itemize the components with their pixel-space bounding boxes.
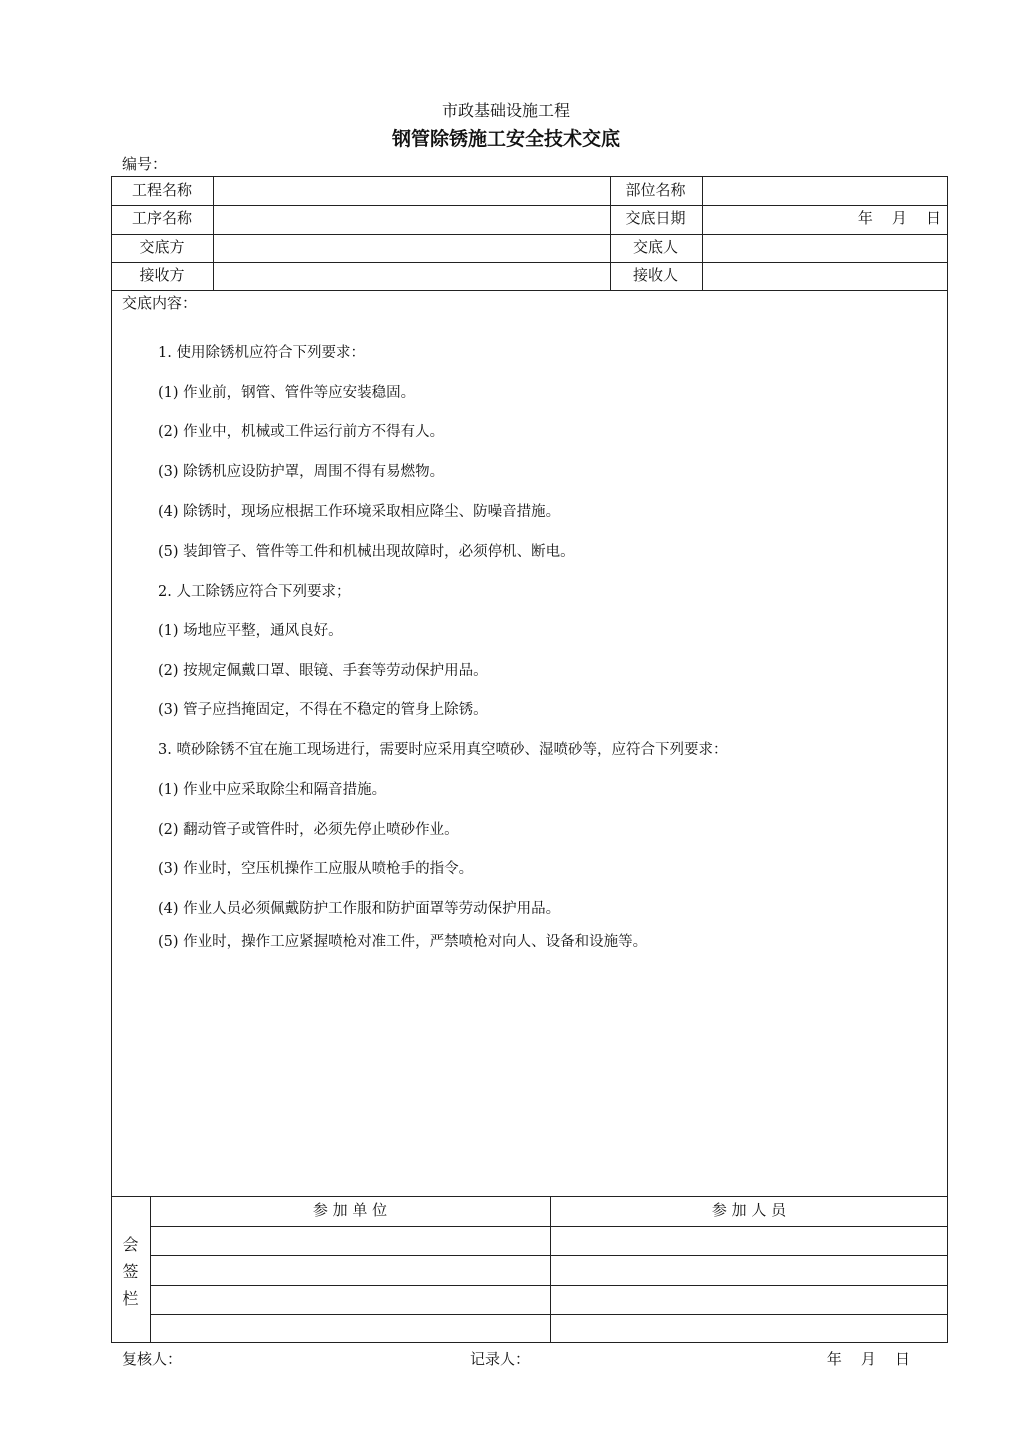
process-name-label: 工序名称	[131, 209, 192, 227]
content-item: (1) 场地应平整，通风良好。	[158, 623, 343, 639]
document-title: 钢管除锈施工安全技术交底	[391, 128, 620, 150]
content-item: 2. 人工除锈应符合下列要求；	[158, 584, 351, 600]
content-label: 交底内容：	[122, 294, 198, 312]
handover-person-field[interactable]	[703, 233, 943, 261]
recorder-label: 记录人：	[470, 1350, 531, 1368]
project-name-field[interactable]	[214, 176, 608, 204]
handover-person-label: 交底人	[632, 238, 678, 256]
section-name-field[interactable]	[703, 176, 943, 204]
receiving-party-label: 接收方	[139, 266, 185, 284]
code-label: 编号：	[122, 155, 168, 173]
handover-date-label: 交底日期	[625, 209, 686, 227]
process-name-field[interactable]	[214, 204, 608, 232]
reviewer-label: 复核人：	[122, 1350, 183, 1368]
content-item: (3) 作业时，空压机操作工应服从喷枪手的指令。	[158, 861, 474, 877]
content-item: (5) 作业时，操作工应紧握喷枪对准工件，严禁喷枪对向人、设备和设施等。	[158, 934, 648, 950]
content-item: (3) 除锈机应设防护罩，周围不得有易燃物。	[158, 464, 445, 480]
content-item: (1) 作业前，钢管、管件等应安装稳固。	[158, 385, 416, 401]
content-item: (4) 除锈时，现场应根据工作环境采取相应降尘、防噪音措施。	[158, 504, 561, 520]
signoff-char: 会	[122, 1235, 139, 1254]
content-item: 3. 喷砂除锈不宜在施工现场进行，需要时应采用真空喷砂、湿喷砂等，应符合下列要求：	[158, 742, 728, 758]
signoff-char: 栏	[122, 1289, 139, 1308]
signoff-side-label	[111, 1231, 150, 1312]
content-item: (1) 作业中应采取除尘和隔音措施。	[158, 782, 387, 798]
receiving-party-field[interactable]	[214, 261, 608, 289]
content-item: (4) 作业人员必须佩戴防护工作服和防护面罩等劳动保护用品。	[158, 901, 561, 917]
handover-party-label: 交底方	[139, 238, 185, 256]
content-item: (2) 按规定佩戴口罩、眼镜、手套等劳动保护用品。	[158, 663, 488, 679]
participating-person-header: 参 加 人 员	[711, 1201, 787, 1219]
footer-date: 年 月 日	[826, 1350, 910, 1368]
handover-party-field[interactable]	[214, 233, 608, 261]
receiver-field[interactable]	[703, 261, 943, 289]
project-name-label: 工程名称	[131, 181, 192, 199]
content-item: 1. 使用除锈机应符合下列要求：	[158, 345, 365, 361]
content-item: (3) 管子应挡掩固定，不得在不稳定的管身上除锈。	[158, 702, 488, 718]
content-item: (5) 装卸管子、管件等工件和机械出现故障时，必须停机、断电。	[158, 544, 575, 560]
handover-date-field[interactable]: 年 月 日	[857, 209, 941, 227]
participating-unit-header: 参 加 单 位	[312, 1201, 388, 1219]
content-item: (2) 翻动管子或管件时，必须先停止喷砂作业。	[158, 822, 459, 838]
receiver-label: 接收人	[632, 266, 678, 284]
content-item: (2) 作业中，机械或工件运行前方不得有人。	[158, 424, 445, 440]
section-name-label: 部位名称	[625, 181, 686, 199]
document-subtitle: 市政基础设施工程	[441, 101, 570, 120]
signoff-char: 签	[122, 1262, 139, 1281]
